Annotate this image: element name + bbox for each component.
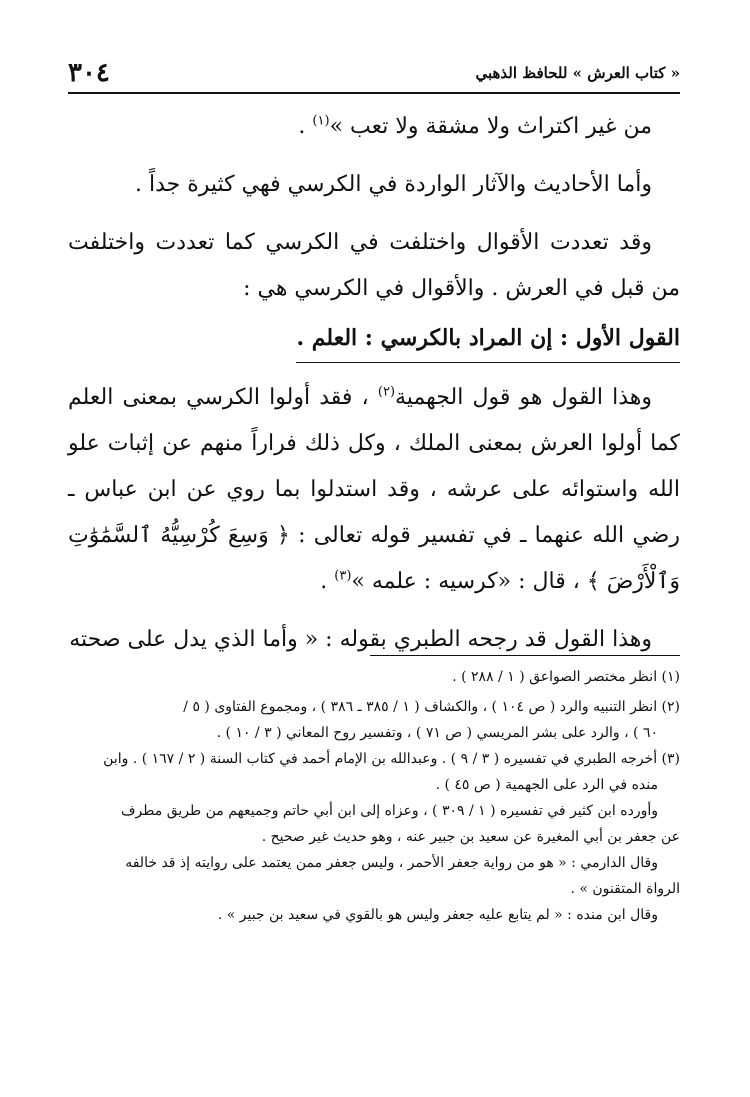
footnote-3-darimi-cont: الرواة المتقنون » . <box>570 881 680 897</box>
footnote-3-ibn-kathir-cont: عن جعفر بن أبي المغيرة عن سعيد بن جبير عنه ، وهو حديث غير صحيح . <box>261 829 680 845</box>
footnote-ref-2: (٢) <box>377 384 396 400</box>
footnote-2: (٢) انظر التنبيه والرد ( ص ١٠٤ ) ، والكشاف ( ١ / ٣٨٥ ـ ٣٨٦ ) ، ومجموع الفتاوى ( ٥ / <box>183 699 680 715</box>
footnote-2-cont: ٦٠ ) ، والرد على بشر المريسي ( ص ٧١ ) ، وتفسير روح المعاني ( ٣ / ١٠ ) . <box>216 725 658 741</box>
footnote-3-ibn-mandah: وقال ابن منده : « لم يتابع عليه جعفر وليس هو بالقوي في سعيد بن جبير » . <box>217 907 658 923</box>
footnote-3: (٣) أخرجه الطبري في تفسيره ( ٣ / ٩ ) . وعبدالله بن الإمام أحمد في كتاب السنة ( ٢ / ١٦٧ ) . وابن <box>103 751 680 767</box>
running-title: « كتاب العرش » للحافظ الذهبي <box>475 64 680 82</box>
footnote-separator <box>370 655 680 656</box>
paragraph-1 <box>68 104 680 150</box>
page-number: ٣٠٤ <box>68 58 110 88</box>
footnote-3-darimi: وقال الدارمي : « هو من رواية جعفر الأحمر ، وليس جعفر ممن يعتمد على روايته إذ قد خالفه <box>125 855 658 871</box>
header-rule <box>68 92 680 94</box>
page-header <box>68 58 680 88</box>
paragraph-2: وأما الأحاديث والآثار الواردة في الكرسي فهي كثيرة جداً . <box>134 172 652 197</box>
paragraph-4-body: ، فقد أولوا الكرسي بمعنى العلم كما أولوا العرش بمعنى الملك ، وكل ذلك فراراً منهم عن إثبات علو الله واستوائه على عرشه ، وقد استدلوا بما روي عن ابن عباس ـ رضي الله عنهما ـ في تفسير قوله تعالى : ﴿ وَسِعَ كُرْسِيُّهُ ٱلسَّمَٰوَٰتِ وَٱلْأَرْضَ ﴾ ، قال : «كرسيه : علمه » <box>68 385 680 594</box>
paragraph-5: وهذا القول قد رجحه الطبري بقوله : « وأما الذي يدل على صحته <box>69 627 652 652</box>
paragraph-4 <box>68 375 680 605</box>
footnote-3-cont: منده في الرد على الجهمية ( ص ٤٥ ) . <box>435 777 658 793</box>
section-heading: القول الأول : إن المراد بالكرسي : العلم . <box>296 316 680 363</box>
main-text <box>68 104 680 663</box>
footnote-ref-1: (١) <box>312 113 330 129</box>
section-heading-wrap <box>68 312 680 375</box>
paragraph-4-start: وهذا القول هو قول الجهمية <box>395 385 653 410</box>
footnote-ref-3: (٣) <box>334 568 352 584</box>
footnote-1: (١) انظر مختصر الصواعق ( ١ / ٢٨٨ ) . <box>452 669 680 685</box>
paragraph-3: وقد تعددت الأقوال واختلفت في الكرسي كما تعددت واختلفت من قبل في العرش . والأقوال في الكرسي هي : <box>68 230 680 301</box>
footnotes <box>68 664 680 928</box>
paragraph-4-end: . <box>320 569 335 594</box>
footnote-3-ibn-kathir: وأورده ابن كثير في تفسيره ( ١ / ٣٠٩ ) ، وعزاه إلى ابن أبي حاتم وجميعهم من طريق مطرف <box>121 803 658 819</box>
paragraph-1-text: من غير اكتراث ولا مشقة ولا تعب » <box>329 114 652 139</box>
paragraph-1-end: . <box>298 114 313 139</box>
